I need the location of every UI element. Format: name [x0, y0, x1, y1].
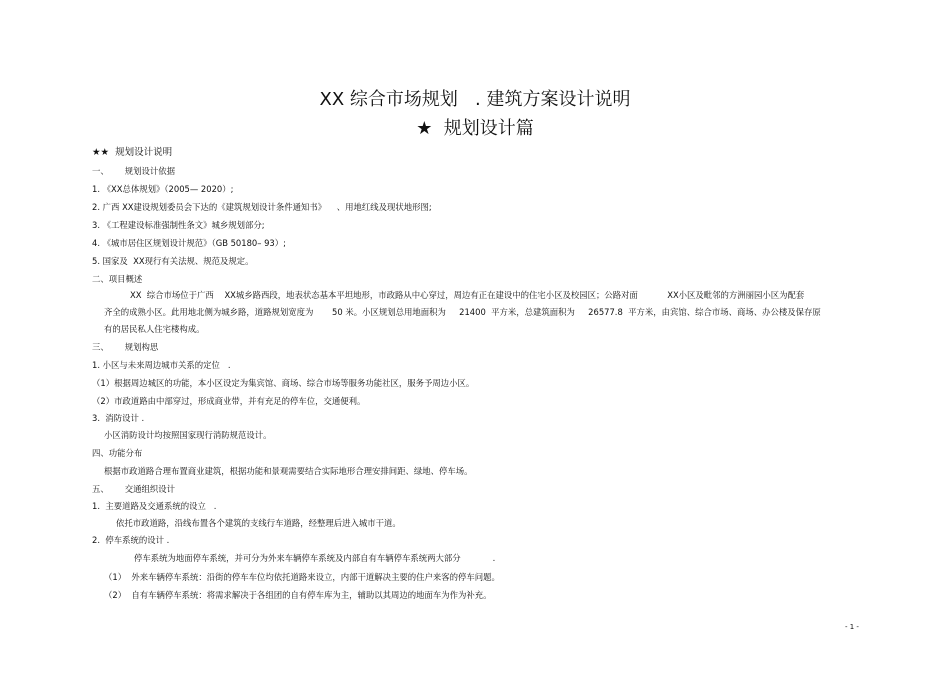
list-item: 2. 广西 XX建设规划委员会下达的《建筑规划设计条件通知书》 、用地红线及现状地形图;	[92, 202, 432, 212]
list-item: 1. 主要道路及交通系统的设立 .	[92, 501, 217, 511]
paragraph-line: XX 综合市场位于广西 XX城乡路西段，地表状态基本平坦地形，市政路从中心穿过，周边有正在建设中的住宅小区及校园区；公路对面 XX小区及毗邻的方洲丽园小区为配套	[130, 290, 805, 300]
heading-4: 四、功能分布	[92, 448, 143, 458]
list-item: 4. 《城市居住区规划设计规范》（GB 50180– 93）;	[92, 238, 286, 248]
list-item: （1） 外来车辆停车系统：沿街的停车车位均依托道路来设立，内部干道解决主要的住户来客的停车问题。	[104, 572, 500, 582]
list-item: 1. 小区与未来周边城市关系的定位 .	[92, 360, 231, 370]
paragraph-line: 根据市政道路合理布置商业建筑，根据功能和景观需要结合实际地形合理安排间距、绿地、停车场。	[104, 466, 473, 476]
section-heading: ★★ 规划设计说明	[92, 147, 173, 158]
paragraph-line: 小区消防设计均按照国家现行消防规范设计。	[104, 430, 272, 440]
heading-3: 三、 规划构思	[92, 342, 159, 352]
list-item: 3. 消防设计 .	[92, 413, 145, 423]
list-item: （2） 自有车辆停车系统：将需求解决于各组团的自有停车库为主，辅助以其周边的地面车为作为补充。	[104, 590, 492, 600]
list-item: （2）市政道路由中部穿过，形成商业带，并有充足的停车位，交通便利。	[92, 396, 366, 406]
document-title: XX 综合市场规划 . 建筑方案设计说明	[319, 89, 631, 110]
document-subtitle: ★ 规划设计篇	[416, 118, 534, 139]
heading-1: 一、 规划设计依据	[92, 166, 175, 176]
list-item: （1）根据周边城区的功能，本小区设定为集宾馆、商场、综合市场等服务功能社区，服务予周边小区。	[92, 378, 475, 388]
heading-2: 二、项目概述	[92, 274, 143, 284]
page-number: - 1 -	[845, 623, 859, 631]
heading-5: 五、 交通组织设计	[92, 484, 175, 494]
list-item: 1. 《XX总体规划》（2005— 2020）;	[92, 184, 234, 194]
list-item: 5. 国家及 XX现行有关法规、规范及规定。	[92, 256, 254, 266]
paragraph-line: 停车系统为地面停车系统，并可分为外来车辆停车系统及内部自有车辆停车系统两大部分 .	[134, 553, 496, 563]
list-item: 3. 《工程建设标准强制性条文》城乡规划部分;	[92, 220, 265, 230]
list-item: 2. 停车系统的设计 .	[92, 535, 170, 545]
paragraph-line: 依托市政道路，沿线布置各个建筑的支线行车道路，经整理后进入城市干道。	[116, 518, 401, 528]
paragraph-line: 有的居民私人住宅楼构成。	[104, 324, 205, 334]
paragraph-line: 齐全的成熟小区。此用地北侧为城乡路，道路规划宽度为 50 米。小区规划总用地面积为 21400 平方米，总建筑面积为 26577.8 平方米，由宾馆、综合市场、商场、办公楼及保存原	[104, 307, 821, 317]
